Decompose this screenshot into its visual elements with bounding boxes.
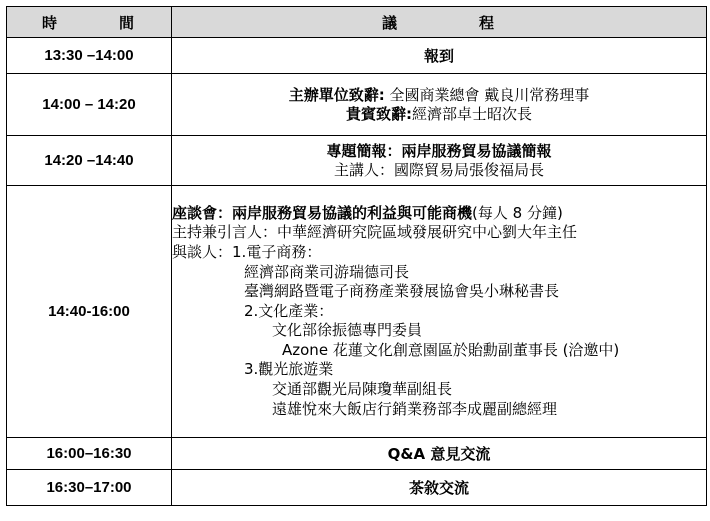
table-row <box>7 470 707 506</box>
section-title: 2.文化產業： <box>244 301 334 320</box>
session-title: Q&A 意見交流 <box>387 445 491 463</box>
moderator-text: 主持兼引言人：中華經濟研究院區域發展研究中心劉大年主任 <box>172 223 578 242</box>
table-row <box>7 186 707 438</box>
table-row <box>7 438 707 470</box>
time-cell: 14:20 –14:40 <box>7 136 172 186</box>
panelist: Azone 花蓮文化創意園區於貽勳副董事長 (洽邀中) <box>282 340 620 359</box>
speaker-text: 經濟部卓士昭次長 <box>411 104 532 123</box>
time-cell: 14:00 – 14:20 <box>7 74 172 136</box>
section-title: 3.觀光旅遊業 <box>244 360 334 379</box>
section-title: 1.電子商務： <box>232 242 322 261</box>
time-header: 時 間 <box>7 7 172 38</box>
program-cell <box>172 74 707 136</box>
program-cell <box>172 38 707 74</box>
time-cell: 13:30 –14:00 <box>7 38 172 74</box>
session-title: 專題簡報：兩岸服務貿易協議簡報 <box>326 141 552 160</box>
table-row <box>7 136 707 186</box>
role-label: 貴賓致辭: <box>345 104 412 123</box>
session-title: 茶敘交流 <box>408 479 469 497</box>
session-title: 報到 <box>423 47 454 65</box>
forum-title: 座談會：兩岸服務貿易協議的利益與可能商機 <box>172 203 473 222</box>
program-cell <box>172 438 707 470</box>
table-row <box>7 38 707 74</box>
panelist: 臺灣網路暨電子商務產業發展協會吳小琳秘書長 <box>244 282 560 301</box>
time-cell: 16:30–17:00 <box>7 470 172 506</box>
program-cell <box>172 136 707 186</box>
panelist: 遠雄悅來大飯店行銷業務部李成麗副總經理 <box>272 399 558 418</box>
agenda-table <box>6 6 707 506</box>
program-header: 議 程 <box>172 7 707 38</box>
forum-note: (每人 8 分鐘) <box>472 203 563 222</box>
table-row <box>7 74 707 136</box>
forum-cell <box>172 186 707 438</box>
speaker-text: 全國商業總會 戴良川常務理事 <box>384 85 590 104</box>
time-cell: 16:00–16:30 <box>7 438 172 470</box>
panelist: 交通部觀光局陳瓊華副組長 <box>272 380 453 399</box>
speaker-text: 主講人：國際貿易局張俊福局長 <box>333 160 544 179</box>
role-label: 主辦單位致辭: <box>288 85 385 104</box>
time-cell: 14:40-16:00 <box>7 186 172 438</box>
program-cell <box>172 470 707 506</box>
panelist: 經濟部商業司游瑞德司長 <box>244 262 410 281</box>
panelist: 文化部徐振德專門委員 <box>272 321 423 340</box>
panel-label: 與談人： <box>172 242 233 261</box>
header-row <box>7 7 707 38</box>
